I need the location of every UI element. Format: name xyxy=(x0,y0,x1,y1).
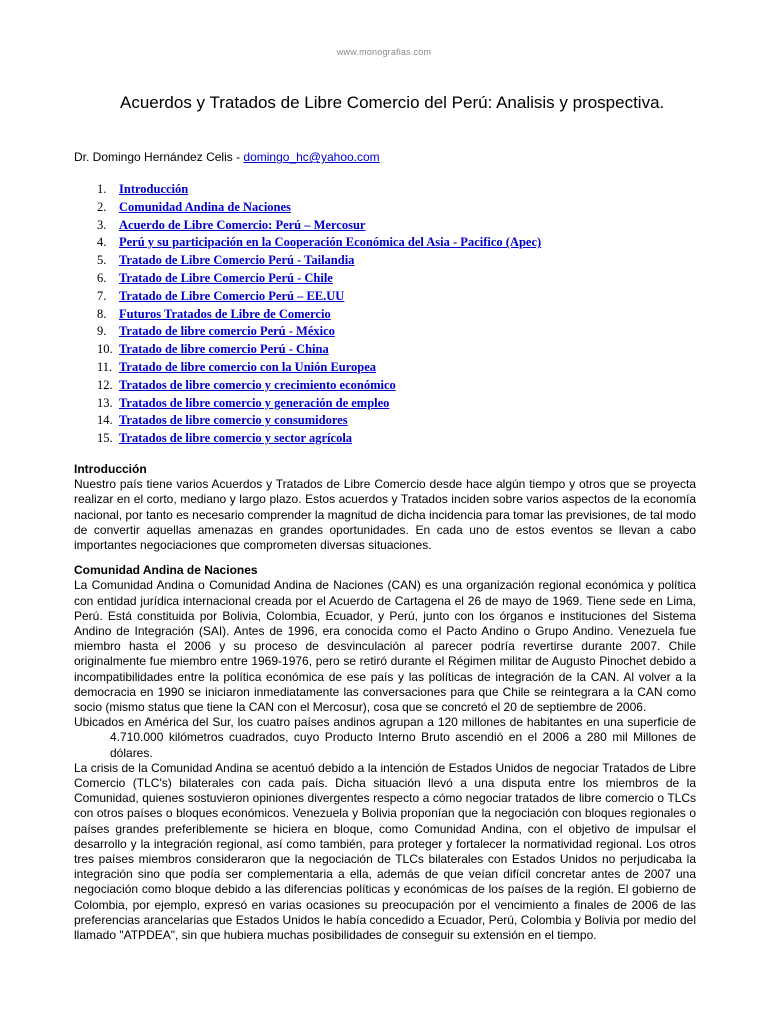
toc-link[interactable]: Tratado de libre comercio con la Unión Europea xyxy=(119,359,377,374)
toc-link[interactable]: Acuerdo de Libre Comercio: Perú – Mercosur xyxy=(119,217,366,232)
toc-link[interactable]: Tratado de Libre Comercio Perú – EE.UU xyxy=(119,288,345,303)
toc-link[interactable]: Introducción xyxy=(119,182,189,196)
author-name: Dr. Domingo Hernández Celis - xyxy=(74,150,244,164)
section-title-introduccion: Introducción xyxy=(74,462,147,476)
toc-item xyxy=(74,288,696,306)
toc-link[interactable]: Tratado de Libre Comercio Perú - Chile xyxy=(119,270,333,285)
document-body xyxy=(74,462,696,943)
toc-item xyxy=(74,306,696,324)
toc-number: 12. xyxy=(97,377,113,392)
toc-item xyxy=(74,323,696,341)
toc-number: 4. xyxy=(97,235,107,250)
toc-link[interactable]: Comunidad Andina de Naciones xyxy=(119,199,291,214)
toc-number: 14. xyxy=(97,413,113,428)
toc-number: 7. xyxy=(97,288,107,303)
paragraph: La crisis de la Comunidad Andina se acentuó debido a la intención de Estados Unidos de negociar Tratados de Libre Comercio (TLC's) bilaterales con cada país. Dicha situación llevó a una disputa entre los miembros de la Comunidad, quienes sostuvieron opiniones divergentes respecto a cómo negociar tratados de libre comercio o TLCs con otros países o bloques económicos. Venezuela y Bolivia proponían que la negociación con bloques regionales o países grandes preferiblemente se hiciera en bloque, como Comunidad Andina, con el objetivo de impulsar el desarrollo y la integración regional, así como también, para proteger y fortalecer la normatividad regional. Los otros tres países miembros consideraron que la negociación de TLCs bilaterales con Estados Unidos no perjudicaba la integración sino que podía ser complementaria a ella, además de que veían difícil concretar antes de 2007 una negociación como bloque debido a las diferencias políticas y económicas de los países de la región. El gobierno de Colombia, por ejemplo, expresó en varias ocasiones su preocupación por el vencimiento a finales de 2006 de las preferencias arancelarias que Estados Unidos le había concedido a Ecuador, Perú, Colombia y Bolivia por medio del llamado "ATPDEA", sin que hubiera muchas posibilidades de conseguir su extensión en el tiempo. xyxy=(74,760,696,943)
toc-item xyxy=(74,252,696,270)
table-of-contents xyxy=(74,181,696,448)
toc-number: 15. xyxy=(97,431,113,446)
toc-item xyxy=(74,270,696,288)
toc-link[interactable]: Tratado de libre comercio Perú - China xyxy=(119,342,329,357)
toc-item xyxy=(74,341,696,359)
toc-item xyxy=(74,359,696,377)
toc-item xyxy=(74,181,696,199)
toc-number: 9. xyxy=(97,324,107,339)
toc-number: 11. xyxy=(97,359,113,374)
toc-link[interactable]: Tratado de libre comercio Perú - México xyxy=(119,324,335,339)
toc-number: 5. xyxy=(97,253,107,268)
toc-number: 1. xyxy=(97,182,107,196)
paragraph: Nuestro país tiene varios Acuerdos y Tratados de Libre Comercio desde hace algún tiempo y otros que se proyecta realizar en el corto, mediano y largo plazo. Estos acuerdos y Tratados inciden sobre varios aspectos de la economía nacional, por tanto es necesario comprender la magnitud de dicha incidencia para tomar las previsiones, de tal modo de convertir aquellas amenazas en grandes oportunidades. En cada uno de estos eventos se llevan a cabo importantes negociaciones que comprometen diversas situaciones. xyxy=(74,477,696,553)
toc-number: 3. xyxy=(97,217,107,232)
toc-item xyxy=(74,430,696,448)
paragraph: La Comunidad Andina o Comunidad Andina de Naciones (CAN) es una organización regional económica y política con entidad jurídica internacional creada por el Acuerdo de Cartagena el 26 de mayo de 1969. Tiene sede en Lima, Perú. Está constituida por Bolivia, Colombia, Ecuador, y Perú, junto con los órganos e instituciones del Sistema Andino de Integración (SAI). Antes de 1996, era conocida como el Pacto Andino o Grupo Andino. Venezuela fue miembro hasta el 2006 y su proceso de desvinculación al parecer podría revertirse durante 2007. Chile originalmente fue miembro entre 1969-1976, pero se retiró durante el Régimen militar de Augusto Pinochet debido a incompatibilidades entre la política económica de ese país y las políticas de integración de la CAN. Al volver a la democracia en 1990 se iniciaron inmediatamente las conversaciones para que Chile se reintegrara a la CAN como socio (mismo status que tiene la CAN con el Mercosur), cosa que se concretó el 20 de septiembre de 2006. xyxy=(74,578,696,715)
toc-number: 13. xyxy=(97,395,113,410)
toc-link[interactable]: Tratados de libre comercio y generación de empleo xyxy=(119,395,390,410)
toc-link[interactable]: Tratados de libre comercio y crecimiento económico xyxy=(119,377,396,392)
site-header: www.monografias.com xyxy=(336,47,432,57)
toc-link[interactable]: Perú y su participación en la Cooperación Económica del Asia - Pacifico (Apec) xyxy=(119,235,542,250)
author-email-link[interactable]: domingo_hc@yahoo.com xyxy=(243,150,380,164)
toc-item xyxy=(74,199,696,217)
toc-link[interactable]: Tratado de Libre Comercio Perú - Tailandia xyxy=(119,253,355,268)
toc-item xyxy=(74,395,696,413)
paragraph: Ubicados en América del Sur, los cuatro países andinos agrupan a 120 millones de habitantes en una superficie de 4.710.000 kilómetros cuadrados, cuyo Producto Interno Bruto ascendió en el 2006 a 280 mil Millones de dólares. xyxy=(74,715,696,760)
toc-link[interactable]: Tratados de libre comercio y sector agrícola xyxy=(119,431,353,446)
toc-item xyxy=(74,217,696,235)
toc-link[interactable]: Tratados de libre comercio y consumidores xyxy=(119,413,348,428)
toc-number: 2. xyxy=(97,199,107,214)
section-title-comunidad-andina: Comunidad Andina de Naciones xyxy=(74,563,258,578)
toc-number: 10. xyxy=(97,342,113,357)
document-title: Acuerdos y Tratados de Libre Comercio del Perú: Analisis y prospectiva. xyxy=(120,93,665,112)
toc-link[interactable]: Futuros Tratados de Libre de Comercio xyxy=(119,306,331,321)
toc-item xyxy=(74,412,696,430)
toc-number: 8. xyxy=(97,306,107,321)
toc-item xyxy=(74,377,696,395)
toc-item xyxy=(74,234,696,252)
toc-number: 6. xyxy=(97,270,107,285)
author-line xyxy=(74,150,696,164)
